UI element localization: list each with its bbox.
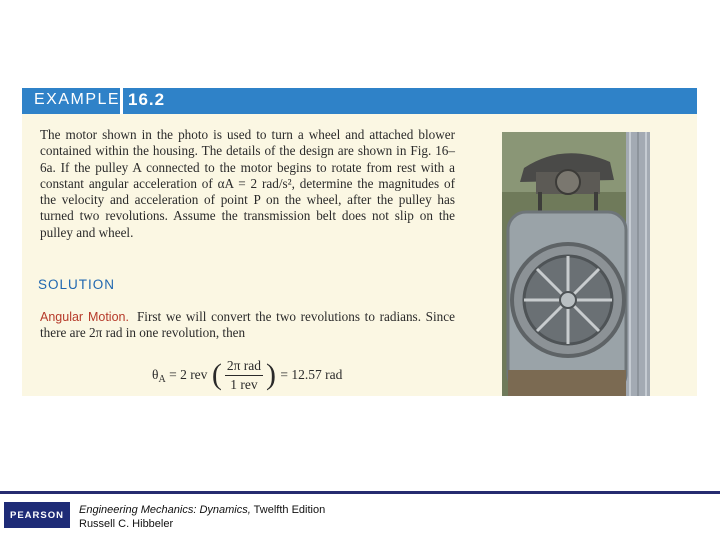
problem-statement: The motor shown in the photo is used to turn a wheel and attached blower contained within the housing. The details of the design are shown in Fig. 16–6a. If the pulley A connected to the motor begins to rotate from rest with a constant angular acceleration of αA = 2 rad/s², determine the magnitudes of the velocity and acceleration of point P on the wheel, after the pulley has turned two revolutions. Assume the transmission belt does not slip on the pulley and wheel.	[40, 127, 455, 240]
book-edition: Twelfth Edition	[250, 504, 326, 516]
angular-motion-label: Angular Motion.	[40, 310, 129, 324]
example-number: 16.2	[128, 90, 166, 109]
example-header	[22, 88, 697, 114]
book-author: Russell C. Hibbeler	[79, 518, 174, 530]
theta-symbol: θ	[152, 367, 159, 382]
book-citation	[79, 503, 325, 531]
footer-rule	[0, 491, 720, 494]
revolution-equation	[152, 355, 342, 395]
theta-subscript: A	[158, 373, 166, 385]
example-panel	[22, 88, 697, 396]
book-title: Engineering Mechanics: Dynamics,	[79, 504, 251, 516]
example-label: EXAMPLE	[34, 91, 121, 108]
left-paren: (	[211, 358, 222, 391]
conversion-fraction	[225, 358, 263, 393]
right-paren: )	[266, 358, 276, 391]
blower-photo	[502, 132, 650, 396]
solution-text: First we will convert the two revolutions to radians. Since there are 2π rad in one revolution, then	[40, 309, 455, 341]
header-divider	[120, 88, 123, 114]
solution-heading: SOLUTION	[38, 277, 116, 292]
citation-line-1	[79, 503, 325, 517]
solution-paragraph	[40, 309, 455, 342]
equation-result: = 12.57 rad	[277, 367, 343, 382]
fraction-numerator: 2π rad	[225, 358, 263, 376]
fraction-denominator: 1 rev	[230, 376, 258, 392]
pearson-logo: PEARSON	[4, 502, 70, 528]
equation-lhs-value: = 2 rev	[165, 367, 211, 382]
